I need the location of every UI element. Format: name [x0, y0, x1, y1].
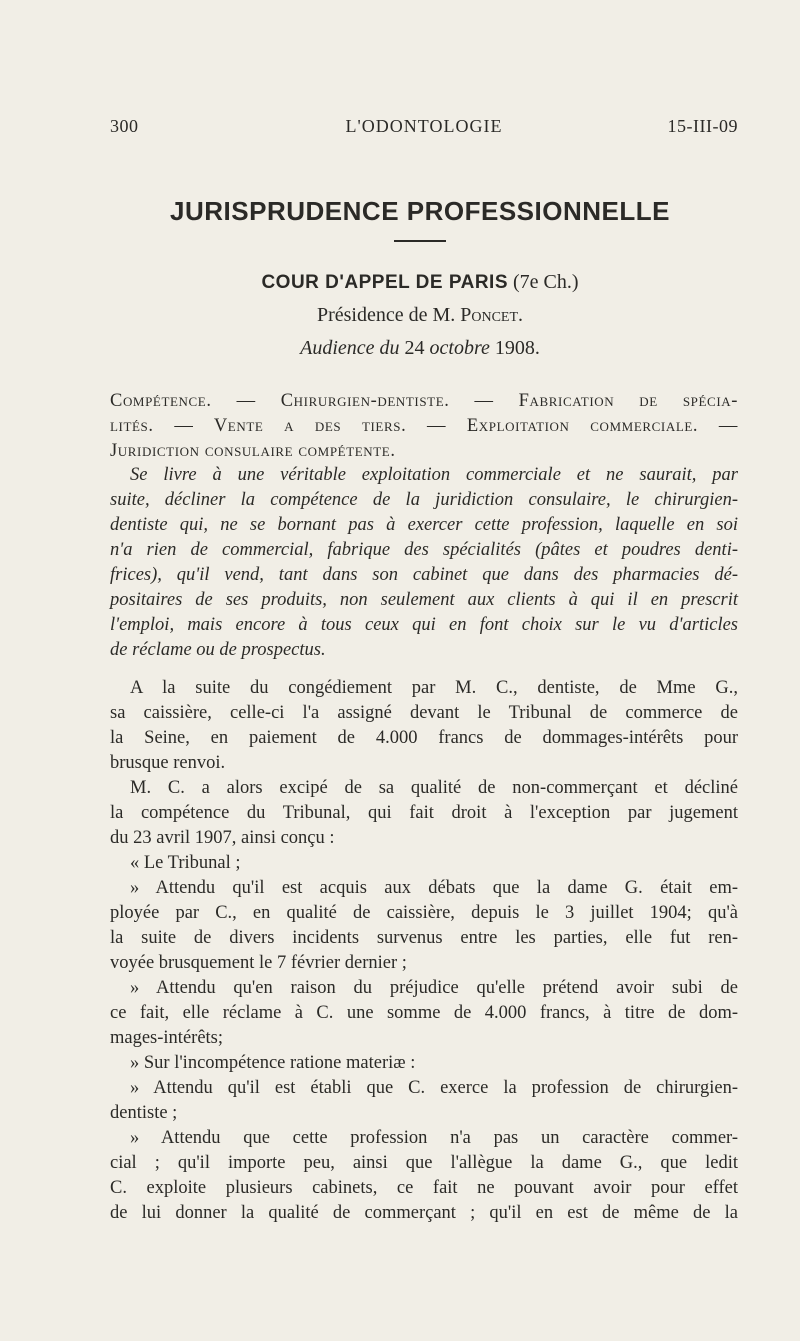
- body-line: la Seine, en paiement de 4.000 francs de dommages-intérêts pour: [110, 728, 738, 748]
- body-line: » Sur l'incompétence ratione materiæ :: [130, 1053, 416, 1073]
- body-line: sa caissière, celle-ci l'a assigné devant le Tribunal de commerce de: [110, 703, 738, 723]
- page-number: 300: [110, 116, 139, 136]
- body-line: mages-intérêts;: [110, 1028, 224, 1048]
- body-line: A la suite du congédiement par M. C., dentiste, de Mme G.,: [130, 678, 738, 698]
- body-line: ce fait, elle réclame à C. une somme de 4.000 francs, à titre de dom-: [110, 1003, 738, 1023]
- body-line: dentiste ;: [110, 1103, 178, 1123]
- body-line: la suite de divers incidents survenus entre les parties, elle fut ren-: [110, 928, 738, 948]
- summary-line: suite, décliner la compétence de la juridiction consulaire, le chirurgien-: [110, 490, 738, 510]
- journal-title: L'ODONTOLOGIE: [345, 116, 503, 136]
- heading-line: Juridiction consulaire compétente.: [110, 441, 396, 461]
- body-line: ployée par C., en qualité de caissière, depuis le 3 juillet 1904; qu'à: [110, 903, 738, 923]
- body-line: » Attendu que cette profession n'a pas un caractère commer-: [130, 1128, 738, 1148]
- body-line: cial ; qu'il importe peu, ainsi que l'allègue la dame G., que ledit: [110, 1153, 738, 1173]
- presidence-name: Poncet.: [460, 304, 524, 326]
- audience-text-a: Audience du: [300, 337, 400, 359]
- court-chamber: (7e Ch.): [513, 271, 579, 293]
- body-line: C. exploite plusieurs cabinets, ce fait ne pouvant avoir pour effet: [110, 1178, 738, 1198]
- court-line: [0, 271, 800, 294]
- summary-line: Se livre à une véritable exploitation commerciale et ne saurait, par: [130, 465, 738, 485]
- issue-date: 15-III-09: [667, 116, 738, 136]
- summary-line: dentiste qui, ne se bornant pas à exercer cette profession, laquelle en soi: [110, 515, 738, 535]
- case-headings: [110, 389, 738, 464]
- summary-line: positaires de ses produits, non seulement aux clients à qui il en prescrit: [110, 590, 738, 610]
- summary-line: de réclame ou de prospectus.: [110, 640, 326, 660]
- body-line: la compétence du Tribunal, qui fait droit à l'exception par jugement: [110, 803, 738, 823]
- audience-month: octobre: [429, 337, 490, 359]
- summary-line: l'emploi, mais encore à tous ceux qui en font choix sur le vu d'articles: [110, 615, 738, 635]
- presidence-line: [0, 304, 800, 327]
- body-line: » Attendu qu'en raison du préjudice qu'elle prétend avoir subi de: [130, 978, 738, 998]
- summary-line: frices), qu'il vend, tant dans son cabinet que dans des pharmacies dé-: [110, 565, 738, 585]
- body-line: de lui donner la qualité de commerçant ; qu'il en est de même de la: [110, 1203, 738, 1223]
- court-name: COUR D'APPEL DE PARIS: [261, 272, 509, 293]
- presidence-prefix: Présidence de M.: [316, 304, 456, 326]
- case-summary: [110, 463, 738, 663]
- section-title: JURISPRUDENCE PROFESSIONNELLE: [170, 196, 670, 226]
- main-text: [110, 676, 738, 1226]
- audience-year: 1908.: [494, 337, 540, 359]
- body-line: voyée brusquement le 7 février dernier ;: [110, 953, 407, 973]
- body-line: « Le Tribunal ;: [130, 853, 241, 873]
- body-line: » Attendu qu'il est établi que C. exerce la profession de chirurgien-: [130, 1078, 738, 1098]
- body-line: brusque renvoi.: [110, 753, 226, 773]
- running-header: [110, 116, 738, 142]
- heading-line: Compétence. — Chirurgien-dentiste. — Fabrication de spécia-: [110, 391, 738, 411]
- body-line: » Attendu qu'il est acquis aux débats que la dame G. était em-: [130, 878, 738, 898]
- audience-line: [0, 337, 800, 360]
- body-line: M. C. a alors excipé de sa qualité de non-commerçant et décliné: [130, 778, 738, 798]
- title-divider: [394, 240, 446, 242]
- audience-day: 24: [404, 337, 425, 359]
- body-line: du 23 avril 1907, ainsi conçu :: [110, 828, 335, 848]
- heading-line: lités. — Vente a des tiers. — Exploitation commerciale. —: [110, 416, 738, 436]
- summary-line: n'a rien de commercial, fabrique des spécialités (pâtes et poudres denti-: [110, 540, 738, 560]
